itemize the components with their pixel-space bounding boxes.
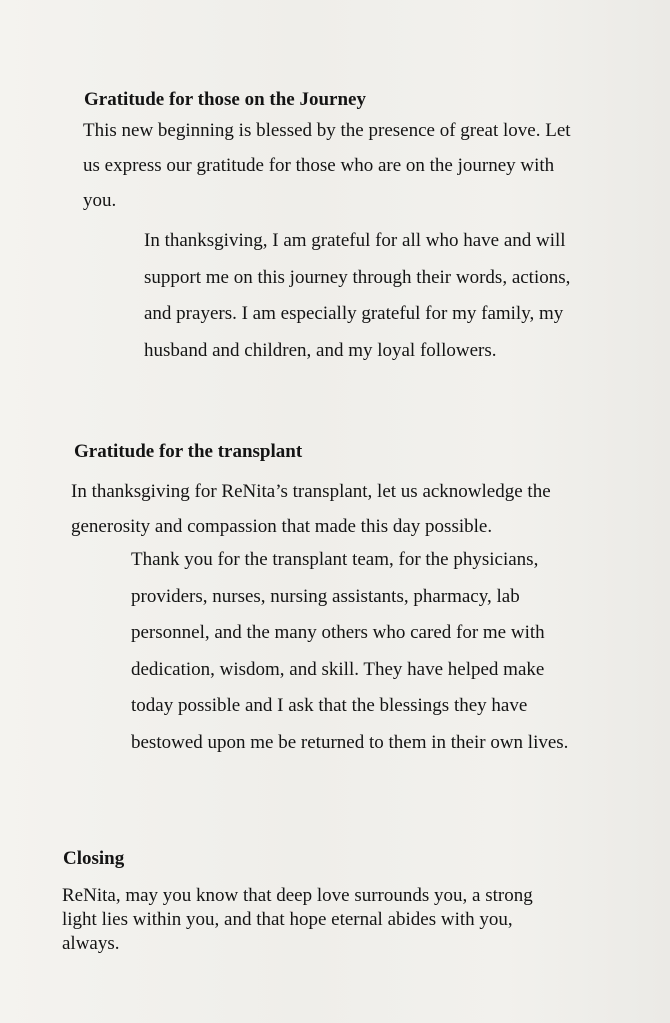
response-line: today possible and I ask that the blessings they have: [131, 695, 528, 716]
paragraph-line: ReNita, may you know that deep love surrounds you, a strong: [62, 885, 533, 906]
section-heading: Gratitude for those on the Journey: [84, 89, 366, 110]
response-paragraph: [131, 542, 568, 761]
paragraph-line: This new beginning is blessed by the presence of great love. Let: [83, 120, 571, 141]
paragraph: [62, 884, 533, 956]
paragraph-line: us express our gratitude for those who are on the journey with: [83, 155, 555, 176]
paragraph-line: In thanksgiving for ReNita’s transplant, let us acknowledge the: [71, 481, 551, 502]
section-closing: [63, 847, 124, 871]
response-line: Thank you for the transplant team, for the physicians,: [131, 549, 539, 570]
response-line: husband and children, and my loyal followers.: [144, 339, 497, 361]
section-transplant: [74, 440, 302, 464]
paragraph: [71, 474, 551, 544]
response-line: providers, nurses, nursing assistants, pharmacy, lab: [131, 585, 520, 607]
section-closing-paragraph: [62, 884, 533, 956]
response-line: dedication, wisdom, and skill. They have helped make: [131, 658, 545, 680]
paragraph-line: you.: [83, 190, 117, 211]
section-transplant-paragraph: [71, 474, 551, 544]
section-heading: Gratitude for the transplant: [74, 441, 303, 462]
response-line: personnel, and the many others who cared for me with: [131, 622, 545, 643]
paragraph-line: always.: [62, 933, 120, 954]
section-journey-paragraph: [83, 113, 571, 218]
section-journey-response: [144, 223, 570, 369]
paragraph-line: light lies within you, and that hope eternal abides with you,: [62, 909, 513, 930]
section-transplant-response: [131, 542, 568, 761]
response-line: bestowed upon me be returned to them in their own lives.: [131, 731, 569, 753]
section-heading: Closing: [63, 848, 125, 869]
response-line: support me on this journey through their words, actions,: [144, 266, 571, 288]
response-line: In thanksgiving, I am grateful for all who have and will: [144, 230, 566, 251]
response-paragraph: [144, 223, 570, 369]
paragraph-line: generosity and compassion that made this day possible.: [71, 516, 493, 537]
paragraph: [83, 113, 571, 218]
section-journey: [84, 88, 366, 112]
response-line: and prayers. I am especially grateful for my family, my: [144, 303, 564, 324]
